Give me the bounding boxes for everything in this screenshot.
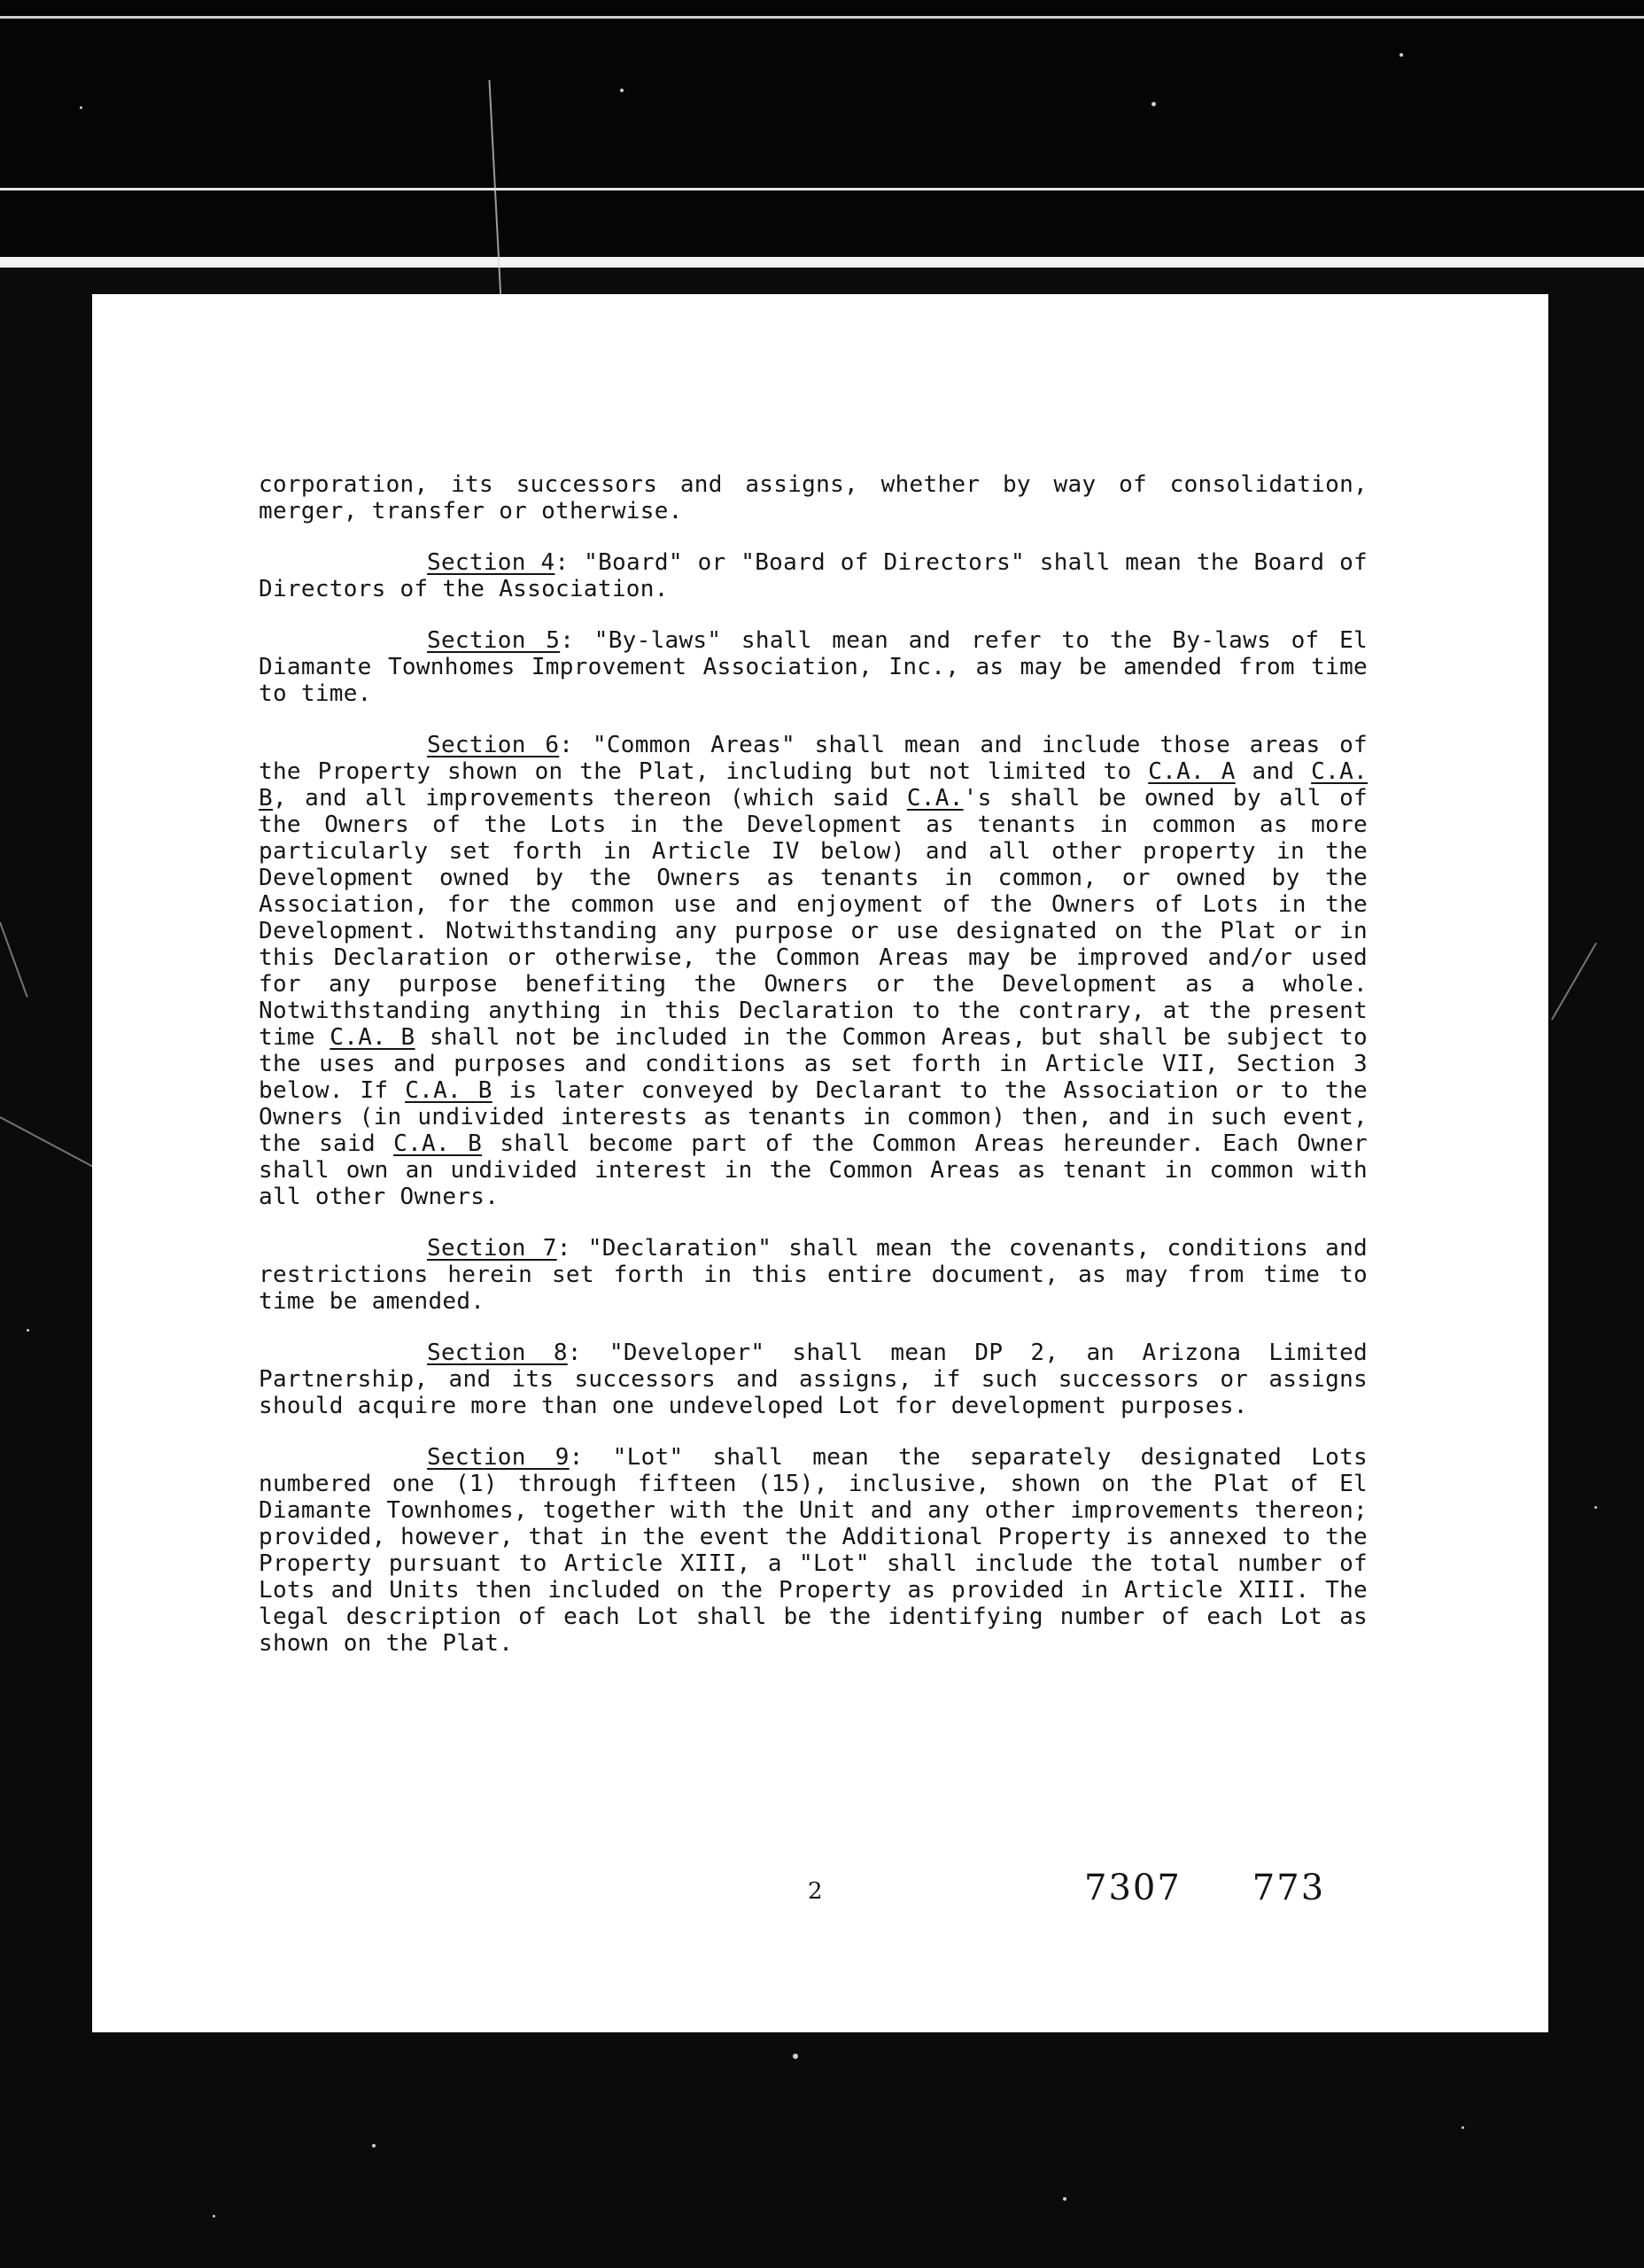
section-text: : "Lot" shall mean the separately designated Lots numbered one (1) through fifteen (15), inclusive, shown on the Plat of El Diamante Townhomes, together with the Unit and any other improvements thereon; provided, however, that in the event the Additional Property is annexed to the Property pursuant to Article XIII, a "Lot" shall include the total number of Lots and Units then included on the Property as provided in Article XIII. The legal description of each Lot shall be the identifying number of each Lot as shown on the Plat. <box>259 1444 1368 1657</box>
scan-speck <box>1462 2126 1464 2129</box>
section-heading: Section 7 <box>427 1235 557 1262</box>
scan-border-top <box>0 0 1644 266</box>
recording-book-number: 7307 <box>1084 1868 1182 1908</box>
section-paragraph <box>259 627 1368 707</box>
section-text: : "Common Areas" shall mean and include those areas of the Property shown on the Plat, including but not limited to <box>259 732 1368 785</box>
scan-speck <box>1152 102 1156 106</box>
section-heading: Section 4 <box>427 549 555 576</box>
intro-paragraph: corporation, its successors and assigns, whether by way of consolidation, merger, transfer or otherwise. <box>259 471 1368 524</box>
section-text: is later conveyed by Declarant to the Association or to the Owners (in undivided interests as tenants in common) then, and in such event, the said <box>259 1077 1368 1157</box>
scan-speck <box>80 106 82 109</box>
section-text: shall not be included in the Common Areas, but shall be subject to the uses and purposes and conditions as set forth in Article VII, Section 3 below. If <box>259 1024 1368 1104</box>
scan-artifact-line <box>0 188 1644 190</box>
scan-speck <box>620 89 624 92</box>
scan-speck <box>1594 1506 1597 1509</box>
section-text: : "By-laws" shall mean and refer to the By-laws of El Diamante Townhomes Improvement Association, Inc., as may be amended from time to time. <box>259 627 1368 707</box>
scan-speck <box>793 2054 798 2059</box>
underlined-term: C.A. <box>906 785 964 812</box>
section-heading: Section 8 <box>427 1340 568 1366</box>
section-text: shall become part of the Common Areas hereunder. Each Owner shall own an undivided interest in the Common Areas as tenant in common with all other Owners. <box>259 1130 1368 1210</box>
scan-speck <box>1400 53 1403 57</box>
page-number: 2 <box>808 1878 823 1905</box>
scan-artifact-streak <box>1551 943 1597 1021</box>
underlined-term: C.A. B <box>393 1130 483 1157</box>
section-text: 's shall be owned by all of the Owners of the Lots in the Development as tenants in common as more particularly set forth in Article IV below) and all other property in the Development owned by the Owners as tenants in common, or owned by the Association, for the common use and enjoyment of the Owners of Lots in the Development. Notwithstanding any purpose or use designated on the Plat or in this Declaration or otherwise, the Common Areas may be improved and/or used for any purpose benefiting the Owners or the Development as a whole. Notwithstanding anything in this Declaration to the contrary, at the present time <box>259 785 1368 1051</box>
scan-speck <box>372 2144 376 2148</box>
underlined-term: C.A. B <box>330 1024 415 1051</box>
section-heading: Section 6 <box>427 732 560 758</box>
underlined-term: C.A. B <box>259 758 1368 812</box>
section-text: : "Declaration" shall mean the covenants, conditions and restrictions herein set forth in this entire document, as may from time to time be amended. <box>259 1235 1368 1315</box>
section-paragraph <box>259 1235 1368 1315</box>
scan-speck <box>27 1329 29 1332</box>
section-heading: Section 9 <box>427 1444 570 1471</box>
section-heading: Section 5 <box>427 627 561 654</box>
section-paragraph <box>259 549 1368 602</box>
section-paragraph <box>259 1340 1368 1419</box>
scan-artifact-line <box>0 16 1644 19</box>
section-text: : "Developer" shall mean DP 2, an Arizona Limited Partnership, and its successors and assigns, if such successors or assigns should acquire more than one undeveloped Lot for development purposes. <box>259 1340 1368 1419</box>
section-text: and <box>1235 758 1312 785</box>
scan-artifact-streak <box>0 1116 94 1168</box>
section-list <box>259 549 1368 1657</box>
section-text: : "Board" or "Board of Directors" shall mean the Board of Directors of the Association. <box>259 549 1368 602</box>
scan-speck <box>1063 2197 1066 2201</box>
recording-book-page <box>1084 1868 1325 1908</box>
scan-speck <box>213 2215 215 2218</box>
document-page <box>92 294 1548 2032</box>
section-text: , and all improvements thereon (which said <box>272 785 907 812</box>
document-body <box>259 471 1368 1682</box>
scan-artifact-line <box>0 257 1644 268</box>
section-paragraph <box>259 732 1368 1210</box>
scan-artifact-streak <box>0 922 28 998</box>
section-paragraph <box>259 1444 1368 1657</box>
underlined-term: C.A. A <box>1148 758 1236 785</box>
recording-page-number: 773 <box>1252 1868 1326 1908</box>
underlined-term: C.A. B <box>405 1077 492 1104</box>
